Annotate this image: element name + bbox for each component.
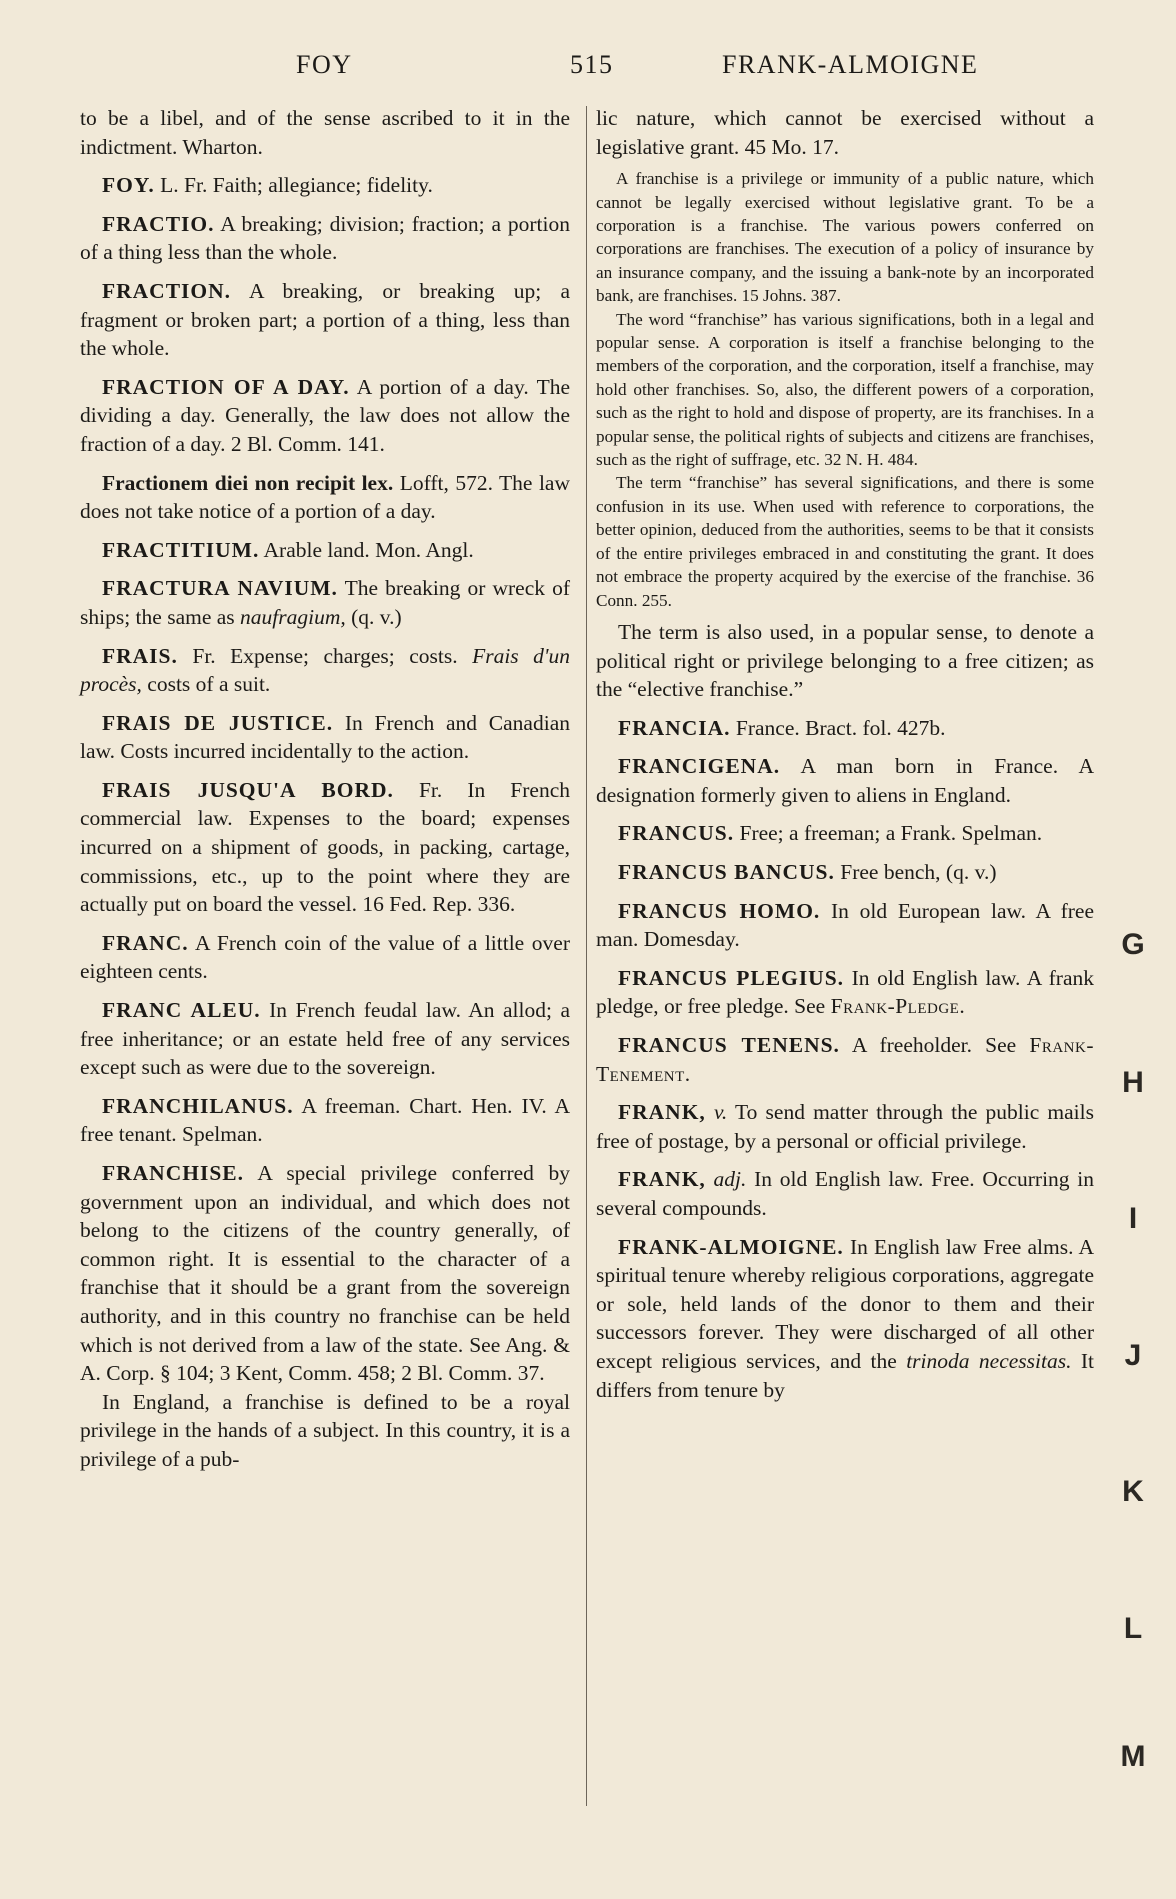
thumb-index-letter: H [1122, 1066, 1144, 1099]
entry-francia [596, 714, 1094, 743]
headword: FRANK, [618, 1167, 706, 1192]
running-head [0, 50, 1176, 84]
headword: FRACTION. [102, 278, 232, 303]
entry-frais-de-justice [80, 709, 570, 766]
entry-francus-plegius: FRANCUS PLEGIUS. In old English law. A frank pledge, or free pledge. See Frank-Pledge. [596, 965, 1094, 1019]
definition: A special privilege conferred by government upon an individual, and which does not belong to the citizens of the country generally, of common right. It is essential to the character of a franchise that it should be a grant from the sovereign authority, and in this country no franchise can be held which is not derived from a law of the state. See Ang. & A. Corp. § 104; 3 Kent, Comm. 458; 2 Bl. Comm. 37. [80, 1161, 570, 1386]
thumb-index-letter: I [1128, 1202, 1138, 1235]
definition: A French coin of the value of a little over eighteen cents. [80, 930, 570, 984]
entry-fraction-of-a-day [80, 373, 570, 459]
right-guide-word: FRANK-ALMOIGNE [722, 50, 979, 79]
entry-franc [80, 929, 570, 986]
definition: A freeman. Chart. Hen. IV. A free tenant. Spelman. [80, 1093, 570, 1147]
cross-reference: Frank-Pledge. [830, 994, 966, 1019]
entry-francus [596, 819, 1094, 848]
entry-franchise-paragraph: In England, a franchise is defined to be a royal privilege in the hands of a subject. In this country, it is a privilege of a pub- [80, 1389, 570, 1471]
definition: In French feudal law. An allod; a free inheritance; or an estate held free of any services except such as were due to the sovereign. [80, 998, 570, 1080]
entry-frais-jusqua-bord [80, 776, 570, 919]
entry-franchilanus [80, 1092, 570, 1149]
definition: A breaking; division; fraction; a portion of a thing less than the whole. [80, 211, 570, 265]
entry-continuation: to be a libel, and of the sense ascribed to it in the indictment. Wharton. [80, 106, 570, 159]
thumb-index-letter: G [1121, 928, 1145, 961]
page-number: 515 [570, 50, 614, 79]
note-paragraph: The word “franchise” has various significations, both in a legal and popular sense. A corporation is itself a franchise belonging to the members of the corporation, and the corporation, itself a franchise, may hold other franchises. So, also, the different powers of a corporation, such as the right to hold and dispose of property, are its franchises. In a popular sense, the political rights of subjects and citizens are franchises, such as the right of suffrage, etc. 32 N. H. 484. [596, 309, 1094, 470]
headword: FRAIS. [102, 643, 178, 668]
definition: To send matter through the public mails free of postage, by a personal or official privilege. [596, 1100, 1094, 1153]
maxim: Fractionem diei non recipit lex. [102, 470, 394, 495]
definition: Free; a freeman; a Frank. Spelman. [734, 821, 1043, 846]
definition: In French and Canadian law. Costs incurred incidentally to the action. [80, 710, 570, 764]
headword: FRANCUS TENENS. [618, 1033, 840, 1058]
headword: FRANCIA. [618, 715, 731, 740]
headword: FRANCIGENA. [618, 754, 781, 779]
headword: FRAIS DE JUSTICE. [102, 710, 334, 735]
entry-franc-aleu [80, 996, 570, 1082]
definition: France. Bract. fol. 427b. [730, 715, 946, 740]
cross-reference: Frank-Tenement. [596, 1033, 1095, 1086]
entry-francigena [596, 752, 1094, 809]
entry-francus-bancus [596, 858, 1094, 887]
definition: In old European law. A free man. Domesday. [596, 898, 1095, 952]
definition: Arable land. Mon. Angl. [259, 537, 474, 562]
definition: Fr. In French commercial law. Expenses to the board; expenses incurred on a shipment of goods, in packing, cartage, commissions, etc., up to the point where they are actually put on board the vessel. 16 Fed. Rep. 336. [80, 777, 570, 917]
entry-franchise [80, 1159, 570, 1388]
headword: FRANK-ALMOIGNE. [618, 1234, 844, 1259]
headword: FRANCUS BANCUS. [618, 860, 835, 885]
headword: FRANCUS PLEGIUS. [618, 965, 845, 990]
note-paragraph: A franchise is a privilege or immunity of a public nature, which cannot be legally exercised without legislative grant. To be a corporation is a franchise. The various powers conferred on corporations are franchises. The execution of a policy of insurance by an insurance company, and the issuing a bank-note by an incorporated bank, are franchises. 15 Johns. 387. [596, 169, 1094, 306]
headword: FRANK, [618, 1100, 706, 1125]
entry-frais: FRAIS. Fr. Expense; charges; costs. Frais d'un procès, costs of a suit. [80, 643, 570, 697]
thumb-index-letter: K [1122, 1475, 1144, 1508]
headword: FRACTURA NAVIUM. [102, 576, 338, 601]
definition: Lofft, 572. The law does not take notice of a portion of a day. [80, 470, 570, 524]
definition: L. Fr. Faith; allegiance; fidelity. [154, 173, 433, 198]
headword: FRAIS JUSQU'A BORD. [102, 777, 394, 802]
definition: A portion of a day. The dividing a day. Generally, the law does not allow the fraction of a day. 2 Bl. Comm. 141. [80, 374, 570, 456]
right-column [596, 104, 1094, 1414]
thumb-index-letter: M [1120, 1740, 1146, 1773]
franchise-popular-sense: The term is also used, in a popular sense, to denote a political right or privilege belonging to a free citizen; as the “elective franchise.” [596, 619, 1094, 702]
thumb-index-letter: L [1123, 1612, 1143, 1645]
headword: FRACTIO. [102, 211, 215, 236]
headword: FRACTION OF A DAY. [102, 374, 350, 399]
headword: FOY. [102, 173, 155, 198]
franchise-note [596, 167, 1094, 612]
entry-fractio [80, 210, 570, 267]
entry-francus-tenens: FRANCUS TENENS. A freeholder. See Frank-Tenement. [596, 1033, 1095, 1086]
entry-francus-homo [596, 897, 1094, 954]
headword: FRANCHILANUS. [102, 1093, 294, 1118]
headword: FRANCUS. [618, 821, 735, 846]
definition: A man born in France. A designation formerly given to aliens in England. [596, 754, 1094, 807]
franchise-continuation: lic nature, which cannot be exercised without a legislative grant. 45 Mo. 17. [596, 106, 1094, 159]
note-paragraph: The term “franchise” has several significations, and there is some confusion in its use. When used with reference to corporations, the better opinion, deduced from the authorities, seems to be that it consists of the entire privileges embraced in and constituting the grant. It does not embrace the property acquired by the exercise of the franchise. 36 Conn. 255. [596, 473, 1094, 610]
entry-fraction [80, 277, 570, 363]
headword: FRANC ALEU. [102, 998, 261, 1023]
entry-maxim-fractionem [80, 469, 570, 526]
headword: FRANCHISE. [102, 1161, 245, 1185]
definition: In old English law. Free. Occurring in several compounds. [596, 1167, 1094, 1220]
entry-frank-adj: FRANK, adj. In old English law. Free. Occurring in several compounds. [596, 1167, 1094, 1220]
definition: A breaking, or breaking up; a fragment or broken part; a portion of a thing, less than the whole. [80, 278, 570, 361]
headword: FRANC. [102, 930, 189, 955]
thumb-index-letter: J [1124, 1339, 1142, 1372]
headword: FRANCUS HOMO. [618, 898, 821, 923]
entry-frank-verb: FRANK, v. To send matter through the public mails free of postage, by a personal or official privilege. [596, 1100, 1094, 1153]
entry-foy [80, 171, 570, 200]
entry-fractura-navium: FRACTURA NAVIUM. The breaking or wreck of ships; the same as naufragium, (q. v.) [80, 576, 570, 629]
left-column [80, 104, 570, 1484]
entry-frank-almoigne: FRANK-ALMOIGNE. In English law Free alms. A spiritual tenure whereby religious corporations, aggregate or sole, held lands of the donor to them and their successors forever. They were discharged of all other except religious services, and the trinoda necessitas. It differs from tenure by [596, 1234, 1094, 1402]
entry-fractitium [80, 536, 570, 565]
column-rule [586, 106, 587, 1806]
headword: FRACTITIUM. [102, 537, 260, 562]
definition: Free bench, (q. v.) [834, 860, 997, 885]
left-guide-word: FOY [296, 50, 353, 79]
